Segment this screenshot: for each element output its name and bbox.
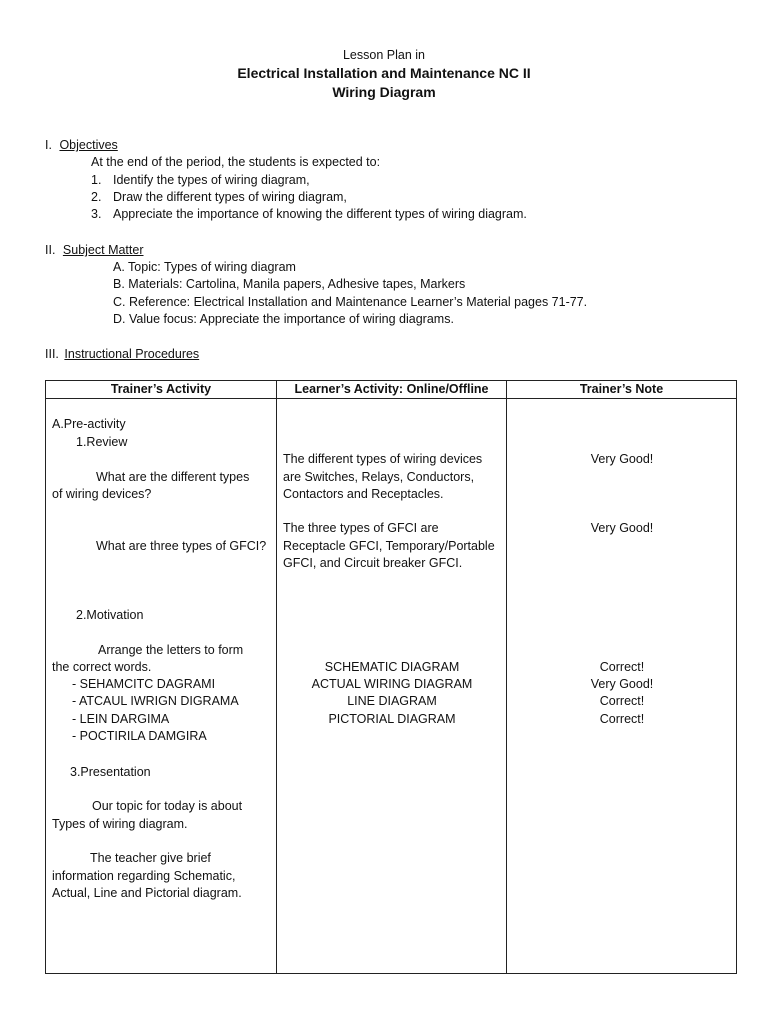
table-header-row	[46, 381, 737, 399]
unscrambled-answer: PICTORIAL DIAGRAM	[328, 712, 456, 726]
objective-text: Draw the different types of wiring diagram,	[113, 190, 347, 204]
trainer-note: Very Good!	[590, 677, 654, 691]
answer-wiring-devices-cont: Contactors and Receptacles.	[283, 487, 444, 501]
answer-gfci: The three types of GFCI are	[283, 521, 439, 535]
arrange-instruction: Arrange the letters to form	[98, 643, 244, 657]
objective-number: 1.	[91, 173, 102, 187]
table-row	[46, 399, 737, 974]
unscrambled-answer: ACTUAL WIRING DIAGRAM	[311, 677, 473, 691]
question-wiring-devices: What are the different types	[96, 470, 250, 484]
subject-matter-section	[45, 242, 144, 259]
scrambled-word: - LEIN DARGIMA	[72, 712, 170, 726]
scrambled-word: - SEHAMCITC DAGRAMI	[72, 677, 216, 691]
review-label: 1.Review	[76, 435, 128, 449]
pre-activity-label: A.Pre-activity	[52, 417, 126, 431]
objectives-heading: Objectives	[59, 138, 118, 152]
brief-info-cont: Actual, Line and Pictorial diagram.	[52, 886, 242, 900]
objective-text: Identify the types of wiring diagram,	[113, 173, 310, 187]
subject-matter-item: B. Materials: Cartolina, Manila papers, Adhesive tapes, Markers	[113, 277, 466, 291]
answer-wiring-devices: The different types of wiring devices	[283, 452, 483, 466]
objectives-numeral: I.	[45, 138, 52, 152]
question-gfci: What are three types of GFCI?	[96, 539, 267, 553]
objectives-section	[45, 137, 118, 154]
motivation-label: 2.Motivation	[76, 608, 144, 622]
trainer-note: Correct!	[599, 660, 645, 674]
document-subtitle: Wiring Diagram	[332, 84, 436, 100]
subject-matter-item: D. Value focus: Appreciate the importance of wiring diagrams.	[113, 312, 454, 326]
objective-item	[91, 172, 101, 189]
procedures-section	[45, 346, 199, 363]
unscrambled-answer: SCHEMATIC DIAGRAM	[324, 660, 460, 674]
topic-statement-cont: Types of wiring diagram.	[52, 817, 188, 831]
objective-item	[91, 206, 101, 223]
answer-gfci-cont: GFCI, and Circuit breaker GFCI.	[283, 556, 463, 570]
brief-info: The teacher give brief	[90, 851, 211, 865]
objective-number: 3.	[91, 207, 102, 221]
header-line-1: Lesson Plan in	[342, 48, 425, 62]
column-header-learner-activity: Learner’s Activity: Online/Offline	[277, 381, 507, 399]
answer-gfci-cont: Receptacle GFCI, Temporary/Portable	[283, 539, 495, 553]
arrange-instruction-cont: the correct words.	[52, 660, 152, 674]
objectives-intro: At the end of the period, the students is expected to:	[91, 155, 381, 169]
trainer-activity-cell	[46, 399, 277, 974]
trainer-note: Correct!	[599, 694, 645, 708]
learner-activity-cell	[277, 399, 507, 974]
subject-matter-heading: Subject Matter	[62, 243, 144, 257]
unscrambled-answer: LINE DIAGRAM	[347, 694, 437, 708]
document-title: Electrical Installation and Maintenance NC II	[237, 65, 531, 81]
objective-text: Appreciate the importance of knowing the different types of wiring diagram.	[113, 207, 527, 221]
question-wiring-devices-cont: of wiring devices?	[52, 487, 152, 501]
subject-matter-item: C. Reference: Electrical Installation and Maintenance Learner’s Material pages 71-77.	[113, 295, 588, 309]
presentation-label: 3.Presentation	[70, 765, 151, 779]
procedures-numeral: III.	[45, 347, 59, 361]
brief-info-cont: information regarding Schematic,	[52, 869, 236, 883]
trainer-note: Very Good!	[590, 521, 654, 535]
objective-number: 2.	[91, 190, 102, 204]
procedures-table	[45, 380, 737, 974]
procedures-heading: Instructional Procedures	[64, 347, 200, 361]
scrambled-word: - POCTIRILA DAMGIRA	[72, 729, 207, 743]
objective-item	[91, 189, 101, 206]
subject-matter-numeral: II.	[45, 243, 56, 257]
trainer-note: Very Good!	[590, 452, 654, 466]
column-header-trainer-activity: Trainer’s Activity	[46, 381, 277, 399]
column-header-trainer-note: Trainer’s Note	[507, 381, 737, 399]
trainer-note-cell	[507, 399, 737, 974]
scrambled-word: - ATCAUL IWRIGN DIGRAMA	[72, 694, 239, 708]
trainer-note: Correct!	[599, 712, 645, 726]
subject-matter-item: A. Topic: Types of wiring diagram	[113, 260, 296, 274]
answer-wiring-devices-cont: are Switches, Relays, Conductors,	[283, 470, 475, 484]
topic-statement: Our topic for today is about	[92, 799, 243, 813]
